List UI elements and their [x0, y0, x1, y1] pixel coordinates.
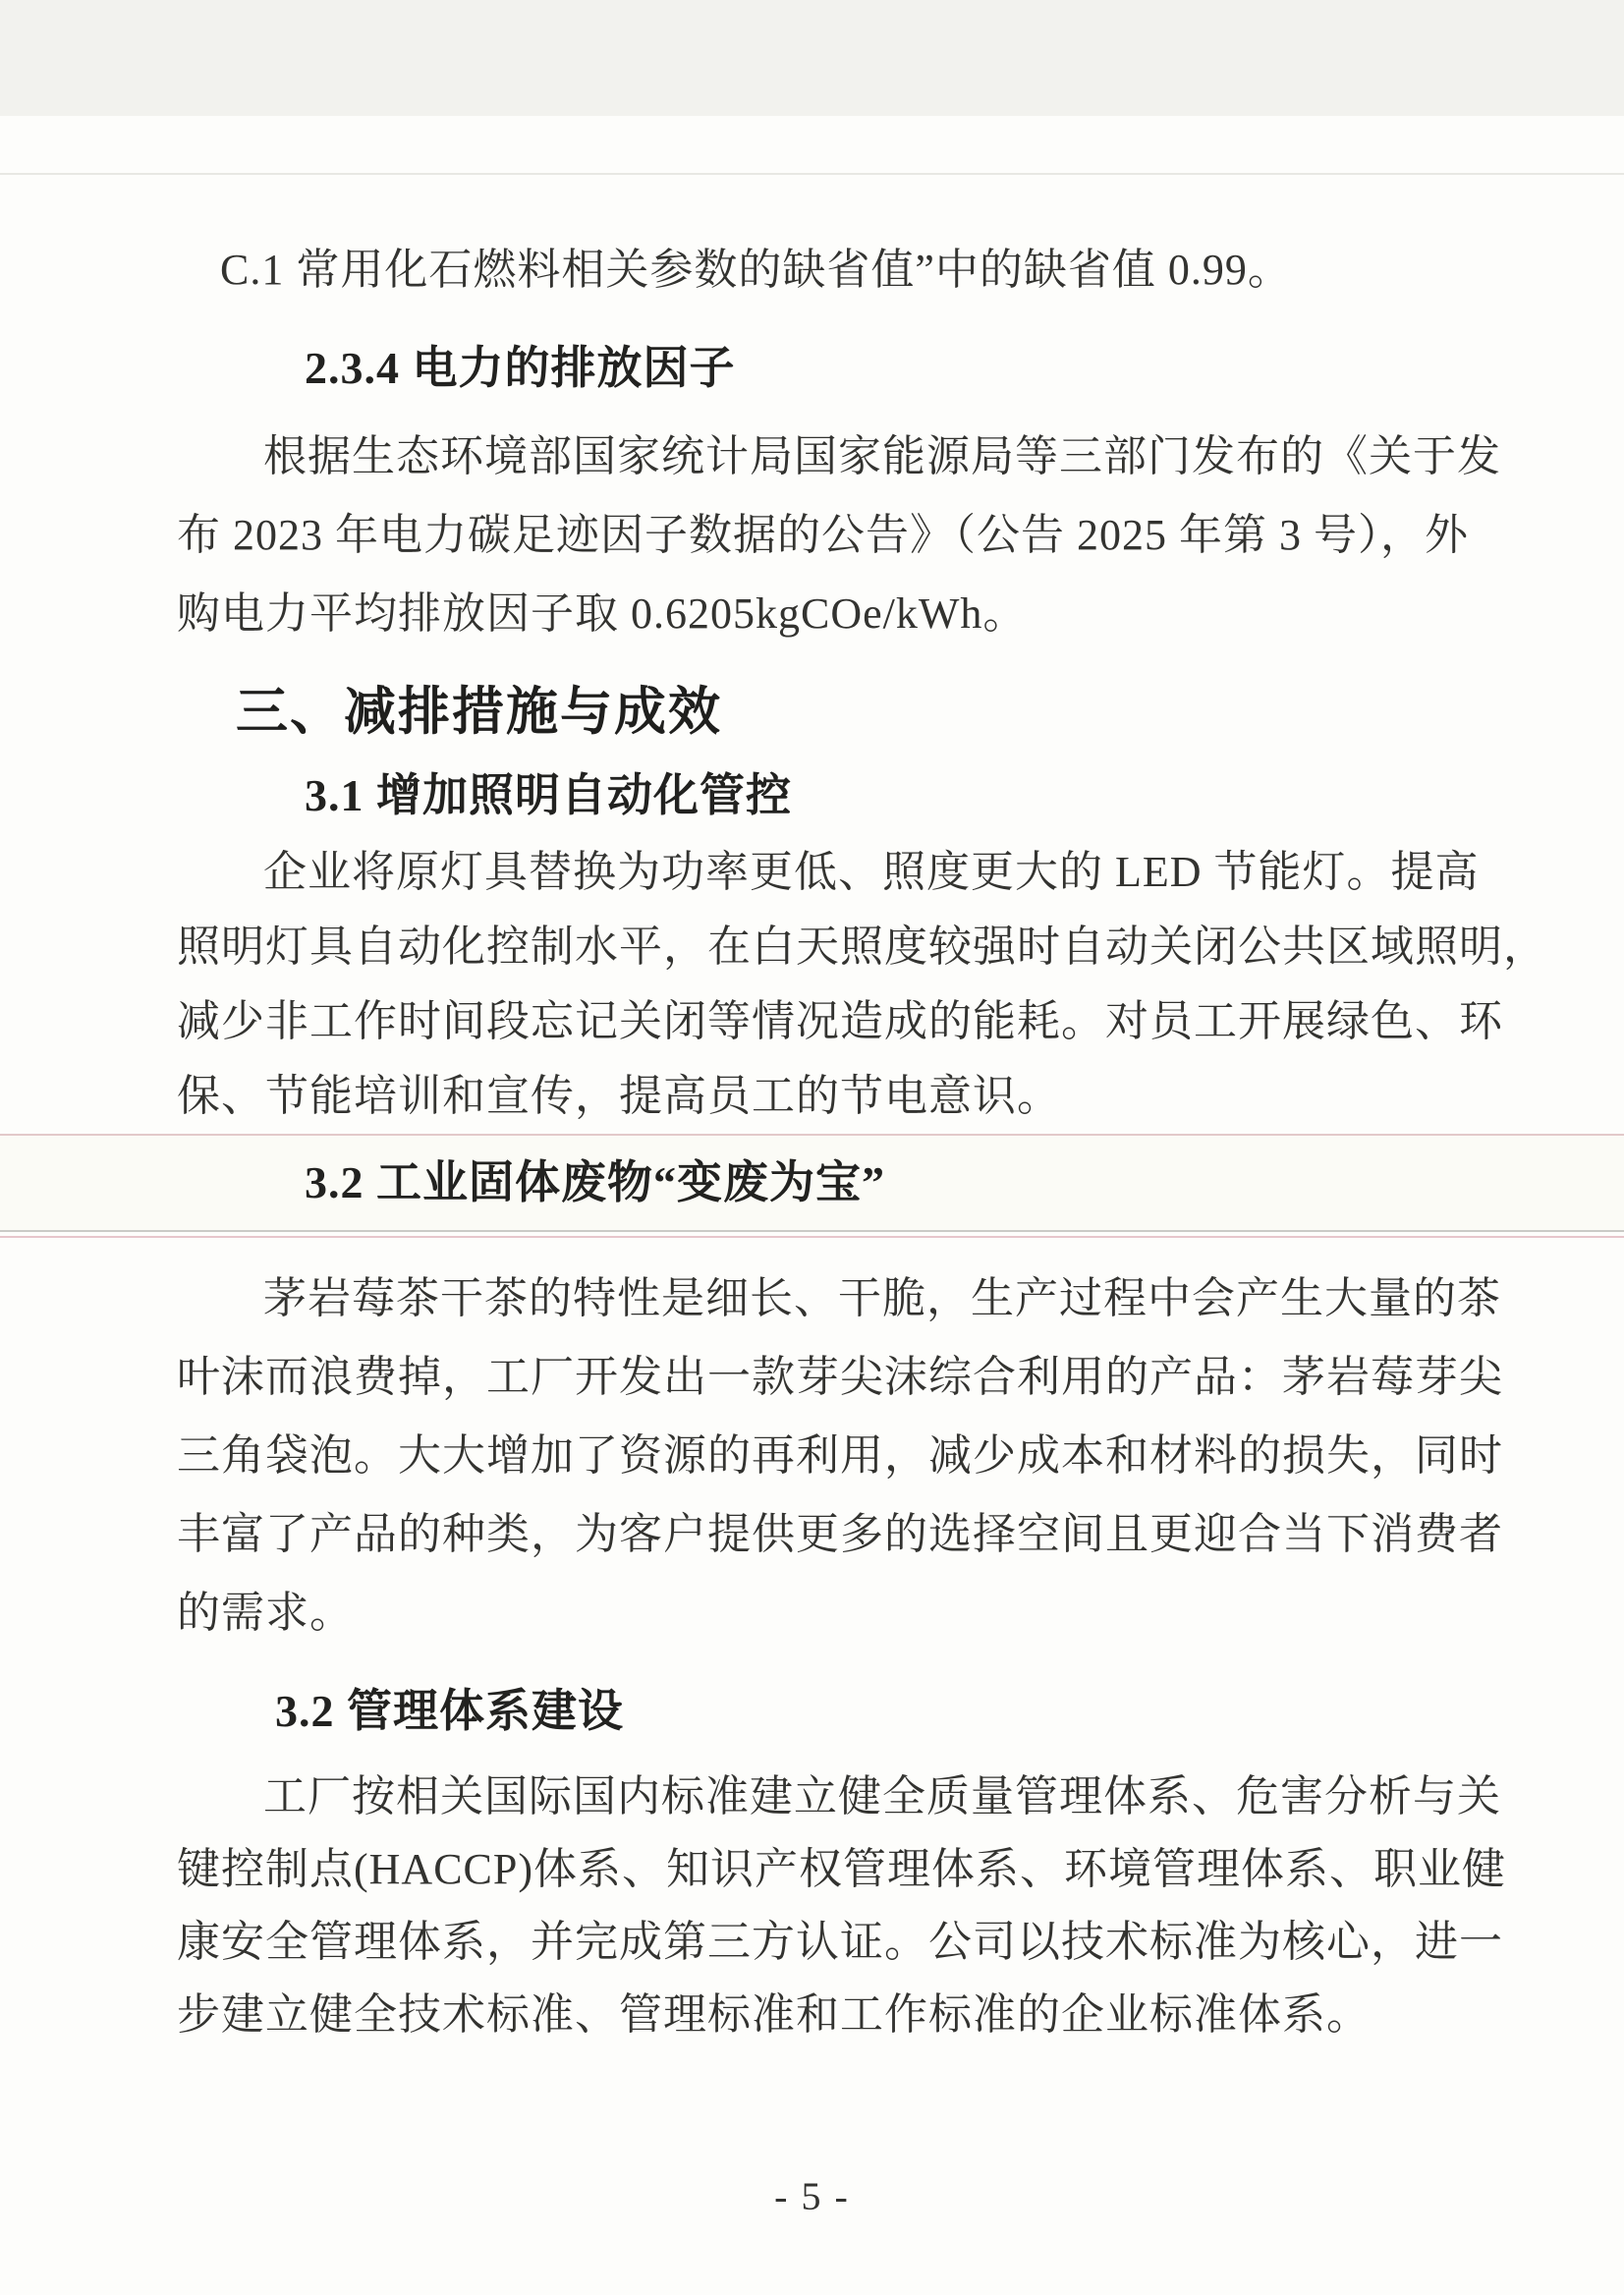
text-line: 照明灯具自动化控制水平，在白天照度较强时自动关闭公共区域照明， [177, 923, 1547, 971]
text-line: 茅岩莓茶干茶的特性是细长、干脆，生产过程中会产生大量的茶 [263, 1274, 1501, 1322]
text-line: 工厂按相关国际国内标准建立健全质量管理体系、危害分析与关 [263, 1772, 1501, 1820]
text-line: 丰富了产品的种类，为客户提供更多的选择空间且更迎合当下消费者 [177, 1510, 1503, 1558]
text-line: 布 2023 年电力碳足迹因子数据的公告》（公告 2025 年第 3 号），外 [177, 511, 1469, 559]
text-line: 购电力平均排放因子取 0.6205kgCOe/kWh。 [177, 589, 1028, 638]
scan-artifact-band [0, 1134, 1624, 1232]
text-line: 步建立健全技术标准、管理标准和工作标准的企业标准体系。 [177, 1990, 1371, 2039]
scan-top-strip [0, 0, 1624, 116]
scan-horizontal-rule [0, 173, 1624, 175]
text-line: 根据生态环境部国家统计局国家能源局等三部门发布的《关于发 [263, 432, 1501, 480]
text-line: 企业将原灯具替换为功率更低、照度更大的 LED 节能灯。提高 [263, 848, 1480, 896]
text-line: 保、节能培训和宣传，提高员工的节电意识。 [177, 1072, 1061, 1120]
page-number: - 5 - [774, 2174, 850, 2218]
paragraph-management-system [177, 1761, 1507, 2051]
paragraph-lighting [177, 835, 1547, 1134]
heading-3-2-management-system: 3.2 管理体系建设 [275, 1686, 624, 1736]
text-line: 叶沫而浪费掉，工厂开发出一款芽尖沫综合利用的产品：茅岩莓芽尖 [177, 1353, 1503, 1401]
heading-2-3-4-electricity-emission-factor: 2.3.4 电力的排放因子 [305, 343, 736, 393]
text-line: 三角袋泡。大大增加了资源的再利用，减少成本和材料的损失，同时 [177, 1431, 1503, 1480]
heading-section-3-emission-reduction: 三、减排措施与成效 [236, 684, 722, 741]
heading-3-2-solid-waste-reuse: 3.2 工业固体废物“变废为宝” [305, 1157, 885, 1207]
text-line: 的需求。 [177, 1589, 354, 1637]
heading-3-1-lighting-automation: 3.1 增加照明自动化管控 [305, 770, 792, 820]
document-body [177, 201, 1547, 2224]
text-line: 减少非工作时间段忘记关闭等情况造成的能耗。对员工开展绿色、环 [177, 997, 1503, 1045]
paragraph-electricity-factor [177, 418, 1501, 653]
scan-pink-rule [0, 1236, 1624, 1238]
paragraph-waste-reuse [177, 1259, 1503, 1652]
text-line: 康安全管理体系，并完成第三方认证。公司以技术标准为核心，进一 [177, 1918, 1503, 1966]
paragraph-continuation-line: C.1 常用化石燃料相关参数的缺省值”中的缺省值 0.99。 [220, 246, 1292, 294]
text-line: 键控制点(HACCP)体系、知识产权管理体系、环境管理体系、职业健 [177, 1845, 1507, 1893]
